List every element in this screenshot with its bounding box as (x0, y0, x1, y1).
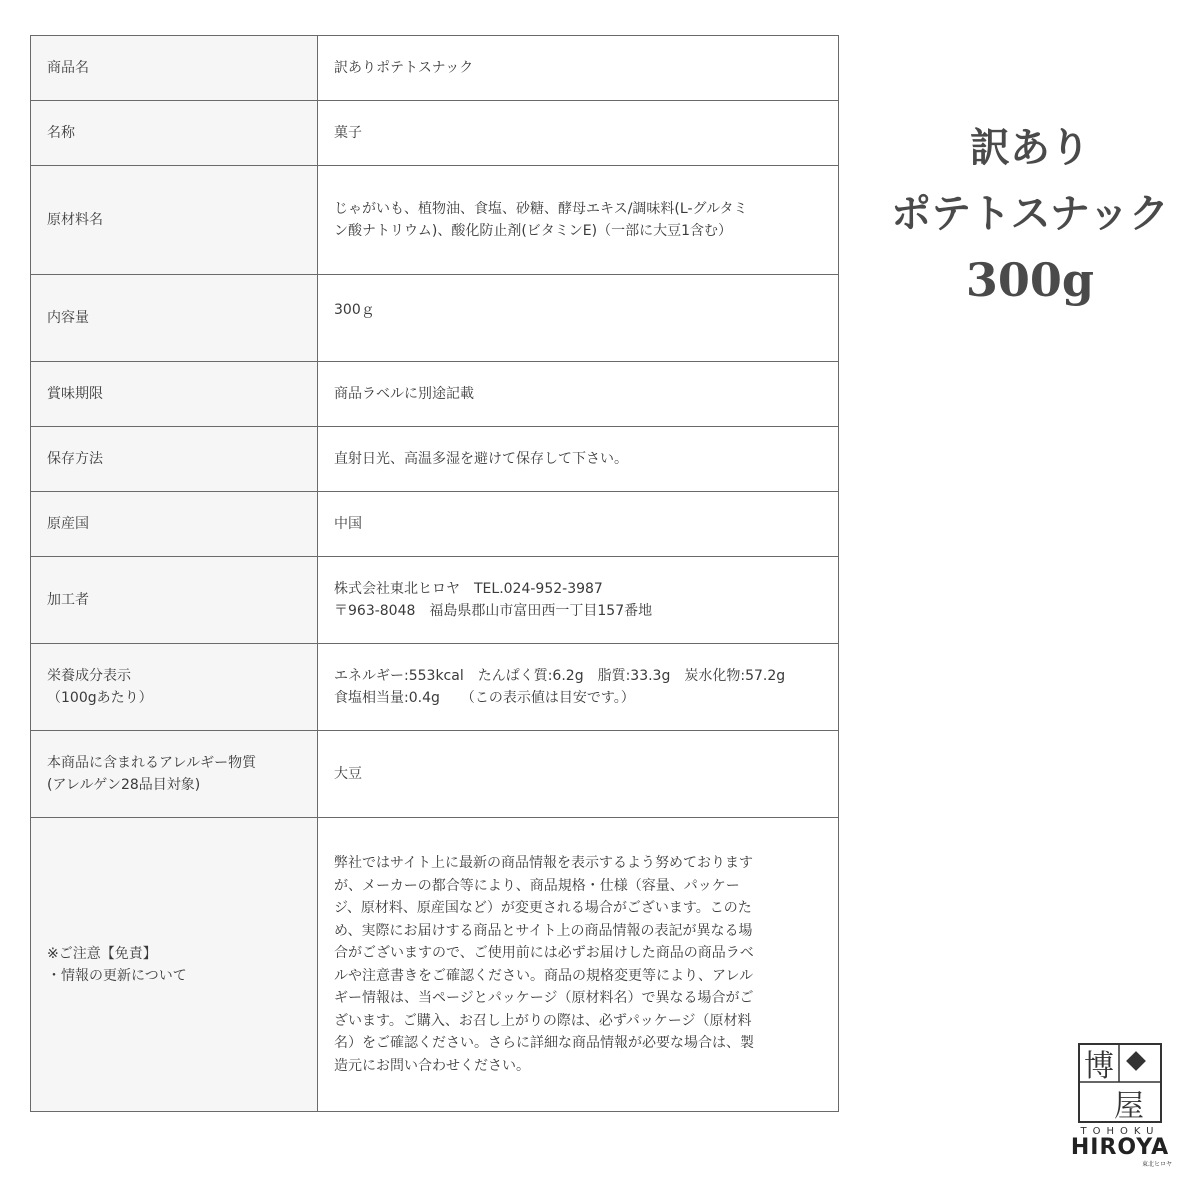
row-label: 内容量 (31, 275, 318, 362)
table-row (31, 818, 839, 1112)
row-label: 加工者 (31, 557, 318, 644)
row-label: 本商品に含まれるアレルギー物質 (アレルゲン28品目対象) (31, 731, 318, 818)
row-value: 訳ありポテトスナック (318, 36, 839, 101)
logo-tiny-text: 東北ヒロヤ (1141, 1161, 1172, 1168)
table-row (31, 166, 839, 275)
row-label: 原産国 (31, 492, 318, 557)
hiroya-kanji-mark-icon (1077, 1042, 1163, 1124)
row-label: ※ご注意【免責】 ・情報の更新について (31, 818, 318, 1112)
row-label: 賞味期限 (31, 362, 318, 427)
row-value: 菓子 (318, 101, 839, 166)
row-value: 大豆 (318, 731, 839, 818)
table-row (31, 427, 839, 492)
row-value: 直射日光、高温多湿を避けて保存して下さい。 (318, 427, 839, 492)
row-value: 株式会社東北ヒロヤ TEL.024-952-3987 〒963-8048 福島県郡山市富田西一丁目157番地 (318, 557, 839, 644)
row-value: 商品ラベルに別途記載 (318, 362, 839, 427)
row-value: 中国 (318, 492, 839, 557)
row-label: 保存方法 (31, 427, 318, 492)
table-row (31, 731, 839, 818)
row-value: エネルギー:553kcal たんぱく質:6.2g 脂質:33.3g 炭水化物:57.2g 食塩相当量:0.4g （この表示値は目安です。） (318, 644, 839, 731)
product-title (860, 115, 1200, 313)
logo-kanji-1: 博 (1084, 1049, 1114, 1084)
table-row (31, 362, 839, 427)
title-line-3: 300g (965, 253, 1095, 307)
table-row (31, 36, 839, 101)
title-line-2: ポテトスナック (891, 190, 1169, 237)
row-label: 名称 (31, 101, 318, 166)
table-row (31, 275, 839, 362)
table-row (31, 492, 839, 557)
disclaimer-text: 弊社ではサイト上に最新の商品情報を表示するよう努めております が、メーカーの都合等により、商品規格・仕様（容量、パッケー ジ、原材料、原産国など）が変更される場合がございます。このた め、実際にお届けする商品とサイト上の商品情報の表記が異なる場 合がございますので、ご使用前には必ずお届けした商品の商品ラベ ルや注意書きをご確認ください。商品の規格変更等により、アレル ギー情報は、当ページとパッケージ（原材料名）で異なる場合がご ざいます。ご購入、お召し上がりの際は、必ずパッケージ（原材料 名）をご確認ください。さらに詳細な商品情報が必要な場合は、製 造元にお問い合わせください。 (318, 818, 839, 1112)
logo-kanji-2: 屋 (1114, 1089, 1144, 1124)
row-value: 300ｇ (318, 275, 839, 362)
title-line-1: 訳あり (970, 124, 1090, 171)
table-row (31, 101, 839, 166)
logo-main-text: HIROYA (1070, 1135, 1170, 1160)
table-row (31, 644, 839, 731)
product-spec-table (30, 35, 839, 1112)
row-label: 原材料名 (31, 166, 318, 275)
brand-logo (1062, 1042, 1178, 1168)
table-row (31, 557, 839, 644)
row-label: 栄養成分表示 （100gあたり） (31, 644, 318, 731)
row-label: 商品名 (31, 36, 318, 101)
row-value: じゃがいも、植物油、食塩、砂糖、酵母エキス/調味料(L-グルタミ ン酸ナトリウム)、酸化防止剤(ビタミンE)（一部に大豆1含む） (318, 166, 839, 275)
logo-sub-text: TOHOKU (1080, 1126, 1160, 1137)
